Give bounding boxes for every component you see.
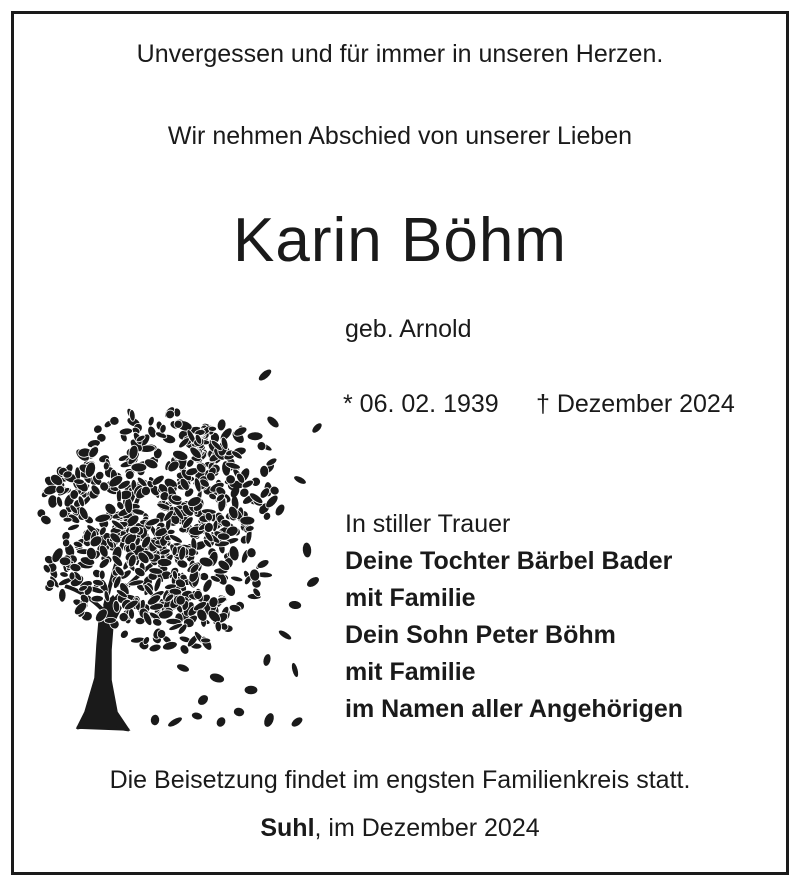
foliage <box>36 405 281 656</box>
mourners-block <box>345 506 683 728</box>
birth-date: * 06. 02. 1939 <box>343 390 499 418</box>
windblown-tree-icon <box>25 360 335 745</box>
birth-name: geb. Arnold <box>345 315 472 343</box>
farewell-line: Wir nehmen Abschied von unserer Lieben <box>167 122 633 150</box>
mourner-son-family: mit Familie <box>345 658 476 686</box>
place-name: Suhl <box>260 814 315 842</box>
mourner-daughter-family: mit Familie <box>345 584 476 612</box>
deceased-name: Karin Böhm <box>233 206 567 275</box>
mourner-son: Dein Sohn Peter Böhm <box>345 621 616 649</box>
place-date-line <box>0 814 800 843</box>
notice-date: , im Dezember 2024 <box>314 814 540 842</box>
opening-line: Unvergessen und für immer in unseren Herzen. <box>136 40 664 68</box>
mourner-relatives: im Namen aller Angehörigen <box>345 695 684 723</box>
burial-note: Die Beisetzung findet im engsten Familienkreis statt. <box>109 766 691 794</box>
mourner-daughter: Deine Tochter Bärbel Bader <box>345 547 673 575</box>
death-date: † Dezember 2024 <box>536 390 735 418</box>
mourners-intro: In stiller Trauer <box>345 510 511 538</box>
